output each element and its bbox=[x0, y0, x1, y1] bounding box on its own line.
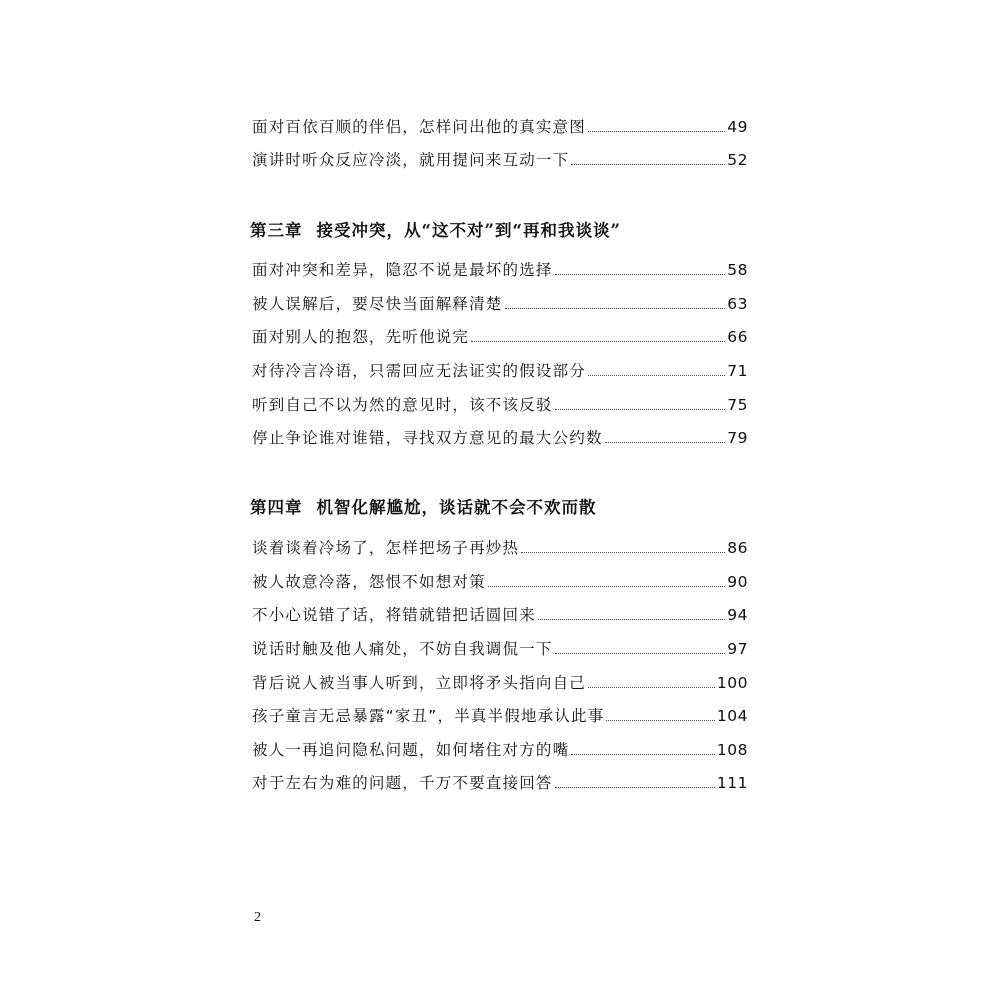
dot-leader bbox=[588, 117, 725, 132]
dot-leader bbox=[588, 673, 715, 688]
toc-entry bbox=[252, 704, 748, 734]
dot-leader bbox=[588, 361, 725, 376]
page-number: 2 bbox=[254, 910, 261, 925]
toc-entry bbox=[252, 738, 748, 768]
toc-entry-title: 对待冷言冷语，只需回应无法证实的假设部分 bbox=[252, 362, 587, 380]
chapter-number: 第三章 bbox=[250, 221, 303, 240]
dot-leader bbox=[571, 740, 715, 755]
toc-entry-page: 94 bbox=[727, 606, 748, 624]
dot-leader bbox=[555, 395, 726, 410]
toc-entry bbox=[252, 393, 748, 423]
toc-entry-title: 对于左右为难的问题，千万不要直接回答 bbox=[252, 774, 553, 792]
toc-entry bbox=[252, 115, 748, 145]
toc-entry bbox=[252, 258, 748, 288]
toc-entry-title: 面对冲突和差异，隐忍不说是最坏的选择 bbox=[252, 261, 553, 279]
toc-entry-page: 108 bbox=[716, 741, 748, 759]
toc-entry bbox=[252, 148, 748, 178]
toc-entry-page: 66 bbox=[727, 328, 748, 346]
dot-leader bbox=[606, 706, 714, 721]
toc-entry-page: 86 bbox=[727, 539, 748, 557]
toc-entry-page: 71 bbox=[727, 362, 748, 380]
chapter-title: 接受冲突，从“这不对”到“再和我谈谈” bbox=[316, 221, 621, 240]
dot-leader bbox=[538, 605, 725, 620]
chapter-heading bbox=[250, 217, 621, 247]
chapter-number: 第四章 bbox=[250, 498, 303, 517]
toc-entry-title: 孩子童言无忌暴露“家丑”，半真半假地承认此事 bbox=[252, 707, 605, 725]
toc-entry-page: 104 bbox=[716, 707, 748, 725]
toc-entry-title: 被人故意冷落，怨恨不如想对策 bbox=[252, 573, 486, 591]
dot-leader bbox=[571, 150, 725, 165]
dot-leader bbox=[555, 639, 726, 654]
toc-entry-page: 52 bbox=[727, 151, 748, 169]
dot-leader bbox=[555, 260, 726, 275]
dot-leader bbox=[488, 572, 725, 587]
toc-entry bbox=[252, 603, 748, 633]
toc-entry-title: 面对百依百顺的伴侣，怎样问出他的真实意图 bbox=[252, 118, 587, 136]
dot-leader bbox=[555, 773, 715, 788]
chapter-heading bbox=[250, 494, 597, 524]
toc-entry-page: 63 bbox=[727, 295, 748, 313]
dot-leader bbox=[471, 327, 725, 342]
toc-entry bbox=[252, 570, 748, 600]
toc-entry-page: 79 bbox=[727, 429, 748, 447]
toc-entry-title: 谈着谈着冷场了，怎样把场子再炒热 bbox=[252, 539, 520, 557]
toc-entry-title: 面对别人的抱怨，先听他说完 bbox=[252, 328, 470, 346]
dot-leader bbox=[605, 428, 726, 443]
toc-entry-title: 被人一再追问隐私问题，如何堵住对方的嘴 bbox=[252, 741, 570, 759]
toc-entry-title: 说话时触及他人痛处，不妨自我调侃一下 bbox=[252, 640, 553, 658]
toc-entry bbox=[252, 671, 748, 701]
toc-entry bbox=[252, 426, 748, 456]
toc-entry-page: 58 bbox=[727, 261, 748, 279]
toc-entry-page: 75 bbox=[727, 396, 748, 414]
toc-entry-page: 90 bbox=[727, 573, 748, 591]
toc-entry bbox=[252, 325, 748, 355]
toc-entry-title: 停止争论谁对谁错，寻找双方意见的最大公约数 bbox=[252, 429, 603, 447]
toc-entry-title: 背后说人被当事人听到，立即将矛头指向自己 bbox=[252, 674, 587, 692]
toc-entry bbox=[252, 292, 748, 322]
toc-entry-title: 被人误解后，要尽快当面解释清楚 bbox=[252, 295, 503, 313]
toc-entry-page: 111 bbox=[716, 774, 748, 792]
toc-entry bbox=[252, 771, 748, 801]
dot-leader bbox=[505, 294, 726, 309]
toc-entry-page: 49 bbox=[727, 118, 748, 136]
toc-entry bbox=[252, 359, 748, 389]
toc-entry-title: 演讲时听众反应冷淡，就用提问来互动一下 bbox=[252, 151, 570, 169]
chapter-title: 机智化解尴尬，谈话就不会不欢而散 bbox=[316, 498, 597, 517]
toc-entry-page: 100 bbox=[716, 674, 748, 692]
toc-entry bbox=[252, 637, 748, 667]
toc-entry bbox=[252, 536, 748, 566]
toc-entry-page: 97 bbox=[727, 640, 748, 658]
toc-entry-title: 不小心说错了话，将错就错把话圆回来 bbox=[252, 606, 536, 624]
dot-leader bbox=[521, 538, 725, 553]
toc-entry-title: 听到自己不以为然的意见时，该不该反驳 bbox=[252, 396, 553, 414]
